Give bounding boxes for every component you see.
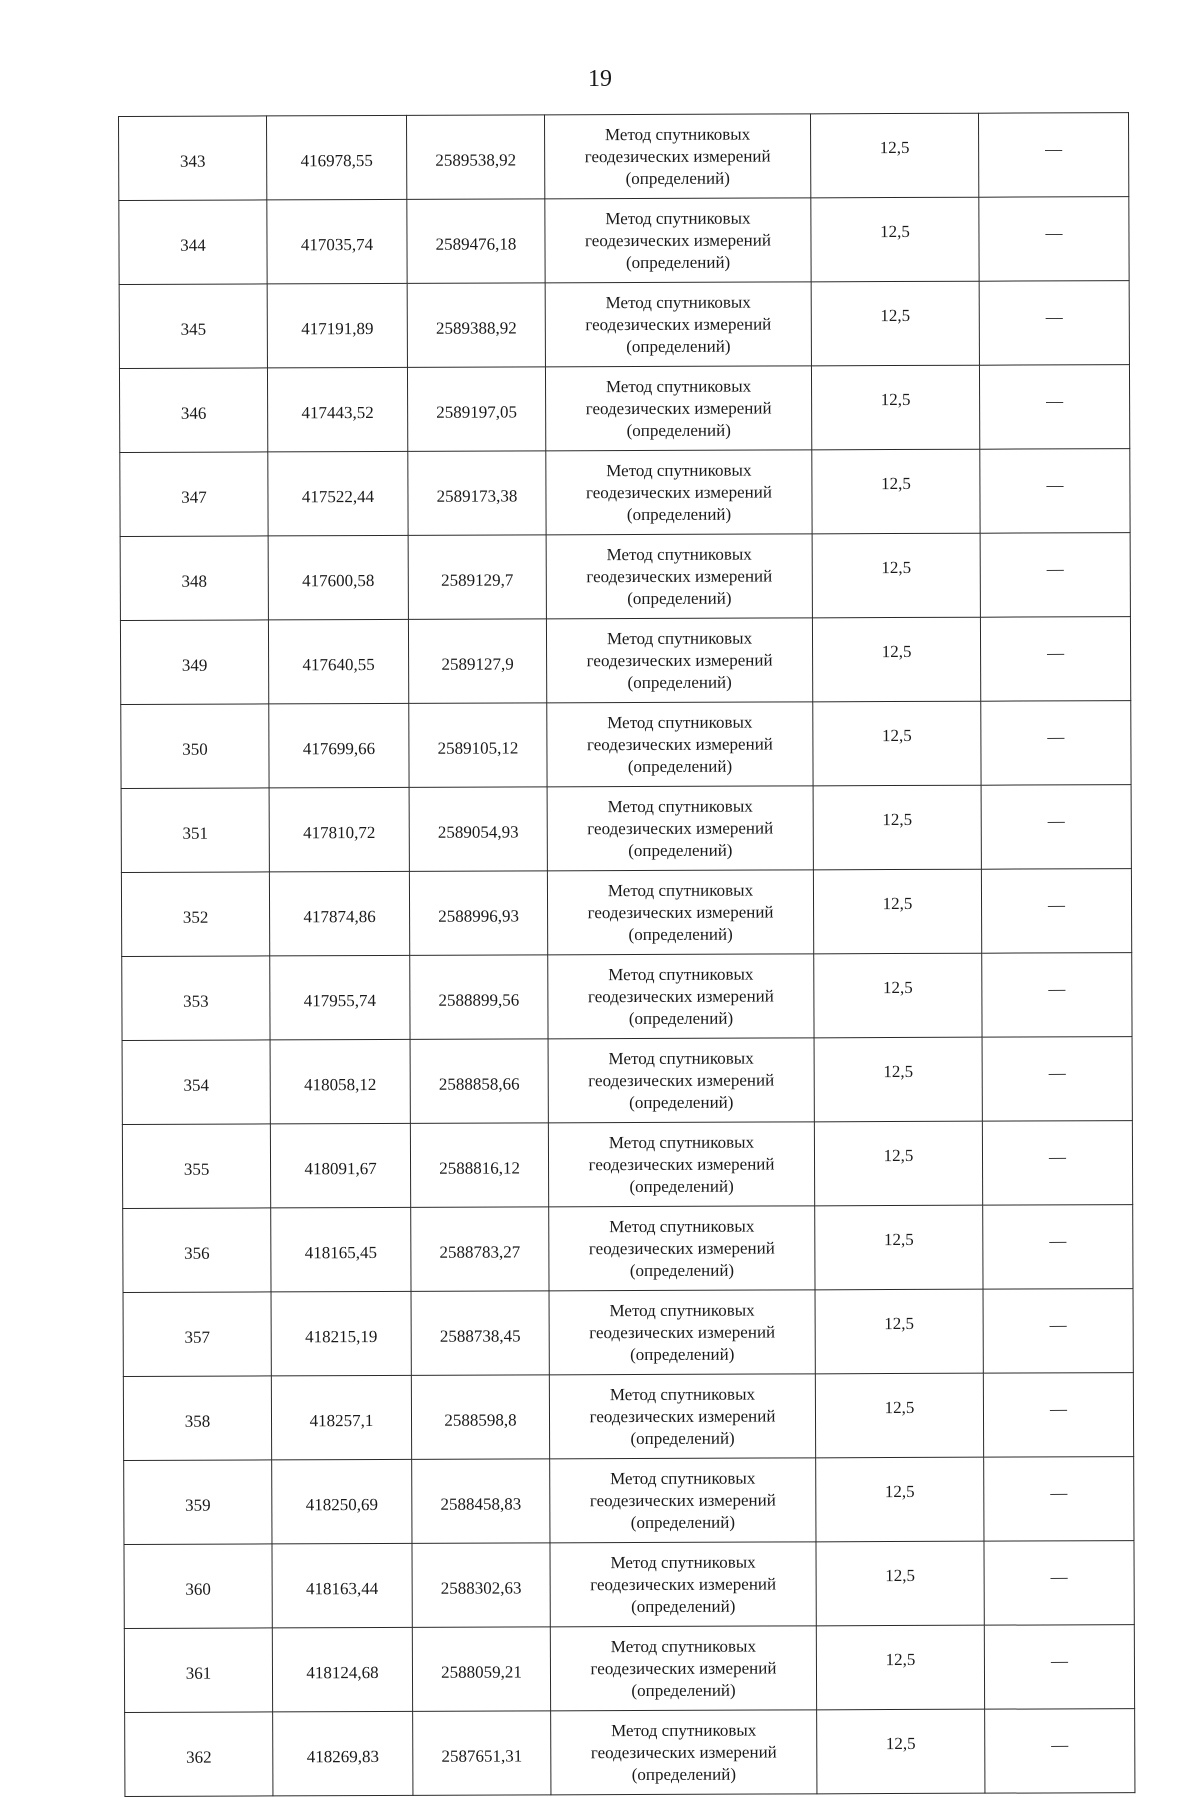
accuracy-cell: 12,5 (815, 1205, 983, 1290)
point-number-cell: 355 (122, 1124, 270, 1209)
method-line: геодезических измерений (588, 1069, 775, 1090)
point-number-cell: 343 (119, 116, 267, 201)
method-cell (546, 450, 812, 535)
note-cell: — (983, 1289, 1133, 1374)
table-row (124, 1541, 1134, 1629)
y-coordinate-cell: 2589538,92 (406, 115, 544, 200)
accuracy-cell: 12,5 (813, 701, 981, 786)
y-coordinate-cell: 2588996,93 (409, 871, 547, 956)
method-line: Метод спутниковых (611, 1720, 757, 1740)
method-line: Метод спутниковых (609, 1384, 756, 1404)
accuracy-cell: 12,5 (810, 113, 978, 198)
method-cell (549, 1374, 815, 1459)
method-line: Метод спутниковых (610, 1468, 756, 1488)
point-number-cell: 357 (123, 1292, 271, 1377)
x-coordinate-cell: 416978,55 (267, 115, 407, 200)
method-line: (определений) (629, 1092, 734, 1112)
coordinates-table-container (118, 112, 1134, 1797)
method-line: геодезических измерений (589, 1489, 776, 1510)
method-line: геодезических измерений (585, 481, 772, 502)
y-coordinate-cell: 2589388,92 (407, 283, 545, 368)
method-line: геодезических измерений (590, 1573, 777, 1594)
note-cell: — (978, 113, 1128, 198)
method-line: (определений) (628, 840, 733, 860)
y-coordinate-cell: 2588899,56 (410, 955, 548, 1040)
y-coordinate-cell: 2588858,66 (410, 1039, 548, 1124)
method-cell (550, 1626, 816, 1711)
method-cell (548, 1038, 814, 1123)
y-coordinate-cell: 2589197,05 (407, 367, 545, 452)
table-body (119, 113, 1135, 1797)
point-number-cell: 358 (123, 1376, 271, 1461)
x-coordinate-cell: 418269,83 (273, 1711, 413, 1796)
x-coordinate-cell: 417640,55 (268, 619, 408, 704)
method-cell (545, 366, 811, 451)
method-line: (определений) (627, 756, 733, 776)
method-cell (544, 114, 810, 199)
y-coordinate-cell: 2588458,83 (412, 1459, 550, 1544)
method-line: геодезических измерений (589, 1405, 776, 1426)
method-line: геодезических измерений (585, 313, 772, 334)
accuracy-cell: 12,5 (811, 365, 979, 450)
note-cell: — (983, 1205, 1133, 1290)
table-row (121, 785, 1131, 873)
method-line: Метод спутниковых (610, 1552, 756, 1572)
method-line: Метод спутниковых (607, 796, 753, 816)
method-line: Метод спутниковых (610, 1636, 756, 1656)
accuracy-cell: 12,5 (813, 785, 981, 870)
note-cell: — (980, 617, 1130, 702)
point-number-cell: 354 (122, 1040, 270, 1125)
note-cell: — (979, 197, 1129, 282)
method-line: геодезических измерений (585, 397, 772, 418)
accuracy-cell: 12,5 (814, 1121, 982, 1206)
point-number-cell: 344 (119, 200, 267, 285)
y-coordinate-cell: 2588816,12 (410, 1123, 548, 1208)
accuracy-cell: 12,5 (811, 281, 979, 366)
method-line: Метод спутниковых (605, 208, 751, 228)
coordinates-table (118, 112, 1135, 1797)
method-line: (определений) (629, 1260, 735, 1280)
y-coordinate-cell: 2588783,27 (411, 1207, 549, 1292)
table-row (121, 869, 1131, 957)
y-coordinate-cell: 2588598,8 (411, 1375, 549, 1460)
method-line: геодезических измерений (584, 145, 771, 166)
method-line: геодезических измерений (590, 1657, 777, 1678)
note-cell: — (982, 1037, 1132, 1122)
point-number-cell: 347 (120, 452, 268, 537)
y-coordinate-cell: 2589173,38 (408, 451, 546, 536)
x-coordinate-cell: 418215,19 (271, 1291, 411, 1376)
y-coordinate-cell: 2589054,93 (409, 787, 547, 872)
method-line: (определений) (628, 1008, 734, 1028)
method-line: геодезических измерений (587, 985, 774, 1006)
method-cell (546, 534, 812, 619)
method-line: геодезических измерений (584, 229, 771, 250)
y-coordinate-cell: 2588738,45 (411, 1291, 549, 1376)
method-line: Метод спутниковых (607, 880, 754, 900)
note-cell: — (984, 1541, 1134, 1626)
y-coordinate-cell: 2588059,21 (412, 1627, 550, 1712)
table-row (119, 365, 1129, 453)
note-cell: — (982, 1121, 1132, 1206)
method-line: (определений) (628, 924, 733, 944)
method-line: геодезических измерений (586, 733, 773, 754)
method-line: (определений) (626, 336, 731, 356)
table-row (123, 1289, 1133, 1377)
method-line: (определений) (626, 504, 732, 524)
method-cell (551, 1710, 817, 1795)
method-line: Метод спутниковых (608, 964, 754, 984)
accuracy-cell: 12,5 (815, 1289, 983, 1374)
method-cell (549, 1206, 815, 1291)
note-cell: — (979, 281, 1129, 366)
accuracy-cell: 12,5 (811, 197, 979, 282)
note-cell: — (982, 953, 1132, 1038)
method-line: Метод спутниковых (609, 1300, 755, 1320)
method-line: геодезических измерений (590, 1741, 777, 1762)
point-number-cell: 359 (124, 1460, 272, 1545)
method-line: (определений) (629, 1176, 734, 1196)
point-number-cell: 361 (124, 1628, 272, 1713)
method-line: (определений) (625, 168, 730, 188)
accuracy-cell: 12,5 (816, 1541, 984, 1626)
method-line: геодезических измерений (587, 817, 774, 838)
method-line: Метод спутниковых (608, 1048, 754, 1068)
point-number-cell: 352 (121, 872, 269, 957)
point-number-cell: 353 (122, 956, 270, 1041)
method-line: Метод спутниковых (606, 544, 752, 564)
method-line: (определений) (625, 252, 731, 272)
accuracy-cell: 12,5 (814, 1037, 982, 1122)
x-coordinate-cell: 417699,66 (269, 703, 409, 788)
x-coordinate-cell: 418250,69 (272, 1459, 412, 1544)
method-line: геодезических измерений (588, 1237, 775, 1258)
x-coordinate-cell: 418163,44 (272, 1543, 412, 1628)
table-row (119, 197, 1129, 285)
x-coordinate-cell: 418124,68 (272, 1627, 412, 1712)
method-line: (определений) (627, 588, 732, 608)
note-cell: — (983, 1373, 1133, 1458)
method-line: Метод спутниковых (605, 292, 751, 312)
x-coordinate-cell: 417522,44 (268, 451, 408, 536)
note-cell: — (981, 785, 1131, 870)
note-cell: — (980, 449, 1130, 534)
table-row (123, 1205, 1133, 1293)
accuracy-cell: 12,5 (815, 1373, 983, 1458)
accuracy-cell: 12,5 (817, 1709, 985, 1794)
method-line: Метод спутниковых (606, 628, 753, 648)
method-line: (определений) (627, 672, 732, 692)
method-line: (определений) (631, 1596, 736, 1616)
x-coordinate-cell: 417874,86 (269, 871, 409, 956)
accuracy-cell: 12,5 (816, 1457, 984, 1542)
method-line: (определений) (630, 1344, 735, 1364)
method-line: Метод спутниковых (607, 712, 753, 732)
point-number-cell: 351 (121, 788, 269, 873)
point-number-cell: 350 (121, 704, 269, 789)
method-cell (548, 1122, 814, 1207)
x-coordinate-cell: 418058,12 (270, 1039, 410, 1124)
table-row (121, 701, 1131, 789)
accuracy-cell: 12,5 (813, 869, 981, 954)
method-line: (определений) (626, 420, 731, 440)
method-line: Метод спутниковых (609, 1216, 755, 1236)
note-cell: — (984, 1625, 1134, 1710)
method-cell (545, 282, 811, 367)
note-cell: — (979, 365, 1129, 450)
method-line: Метод спутниковых (604, 124, 751, 144)
method-line: геодезических измерений (587, 901, 774, 922)
note-cell: — (981, 701, 1131, 786)
method-line: (определений) (630, 1428, 735, 1448)
note-cell: — (984, 1457, 1134, 1542)
table-row (120, 449, 1130, 537)
x-coordinate-cell: 417035,74 (267, 199, 407, 284)
point-number-cell: 349 (120, 620, 268, 705)
method-line: (определений) (631, 1764, 737, 1784)
table-row (124, 1457, 1134, 1545)
accuracy-cell: 12,5 (812, 617, 980, 702)
accuracy-cell: 12,5 (812, 533, 980, 618)
method-cell (545, 198, 811, 283)
page-number: 19 (588, 66, 612, 92)
point-number-cell: 346 (119, 368, 267, 453)
x-coordinate-cell: 417191,89 (267, 283, 407, 368)
method-cell (546, 618, 812, 703)
x-coordinate-cell: 417810,72 (269, 787, 409, 872)
method-line: Метод спутниковых (605, 376, 752, 396)
method-cell (547, 702, 813, 787)
y-coordinate-cell: 2589105,12 (409, 703, 547, 788)
point-number-cell: 356 (123, 1208, 271, 1293)
accuracy-cell: 12,5 (816, 1625, 984, 1710)
method-line: геодезических измерений (586, 565, 773, 586)
method-line: геодезических измерений (589, 1321, 776, 1342)
method-cell (549, 1290, 815, 1375)
note-cell: — (980, 533, 1130, 618)
x-coordinate-cell: 418091,67 (270, 1123, 410, 1208)
table-row (123, 1373, 1133, 1461)
table-row (119, 281, 1129, 369)
method-line: геодезических измерений (588, 1153, 775, 1174)
table-row (119, 113, 1129, 201)
y-coordinate-cell: 2587651,31 (413, 1711, 551, 1796)
point-number-cell: 362 (125, 1712, 273, 1797)
y-coordinate-cell: 2589127,9 (408, 619, 546, 704)
point-number-cell: 360 (124, 1544, 272, 1629)
note-cell: — (985, 1709, 1135, 1794)
table-row (120, 617, 1130, 705)
method-cell (550, 1542, 816, 1627)
method-line: Метод спутниковых (606, 460, 752, 480)
table-row (122, 1121, 1132, 1209)
x-coordinate-cell: 417443,52 (267, 367, 407, 452)
table-row (120, 533, 1130, 621)
method-cell (547, 786, 813, 871)
note-cell: — (981, 869, 1131, 954)
point-number-cell: 345 (119, 284, 267, 369)
table-row (122, 1037, 1132, 1125)
method-cell (550, 1458, 816, 1543)
accuracy-cell: 12,5 (812, 449, 980, 534)
y-coordinate-cell: 2588302,63 (412, 1543, 550, 1628)
table-row (125, 1709, 1135, 1797)
method-line: (определений) (631, 1680, 736, 1700)
method-line: (определений) (630, 1512, 736, 1532)
method-cell (548, 954, 814, 1039)
x-coordinate-cell: 417955,74 (270, 955, 410, 1040)
accuracy-cell: 12,5 (814, 953, 982, 1038)
table-row (122, 953, 1132, 1041)
y-coordinate-cell: 2589129,7 (408, 535, 546, 620)
method-line: геодезических измерений (586, 649, 773, 670)
x-coordinate-cell: 417600,58 (268, 535, 408, 620)
x-coordinate-cell: 418257,1 (271, 1375, 411, 1460)
table-row (124, 1625, 1134, 1713)
point-number-cell: 348 (120, 536, 268, 621)
x-coordinate-cell: 418165,45 (271, 1207, 411, 1292)
y-coordinate-cell: 2589476,18 (407, 199, 545, 284)
method-cell (547, 870, 813, 955)
method-line: Метод спутниковых (608, 1132, 755, 1152)
